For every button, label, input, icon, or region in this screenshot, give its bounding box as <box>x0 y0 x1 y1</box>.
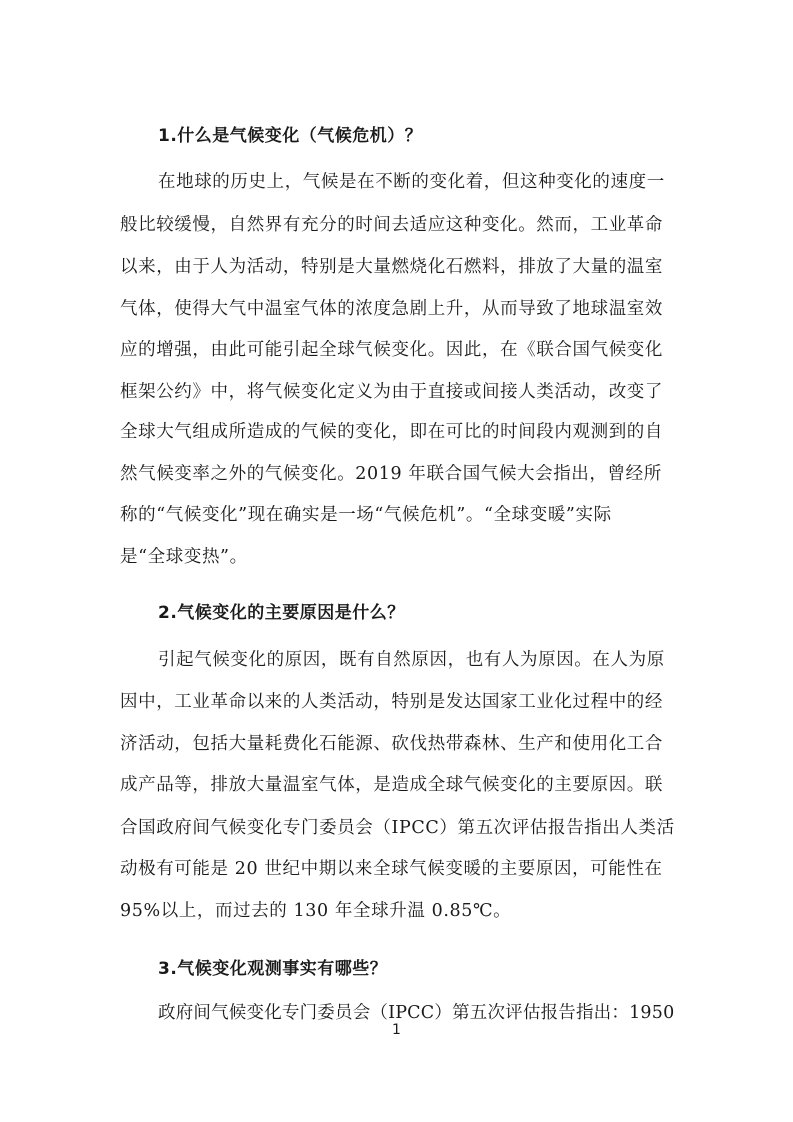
section-2-line-6: 动极有可能是 20 世纪中期以来全球气候变暖的主要原因，可能性在 <box>120 859 663 879</box>
section-1-line-4: 气体，使得大气中温室气体的浓度急剧上升，从而导致了地球温室效 <box>120 299 663 319</box>
section-2-line-7: 95%以上，而过去的 130 年全球升温 0.85℃。 <box>120 901 512 921</box>
page-number: 1 <box>392 1022 401 1038</box>
section-2-line-4: 成产品等，排放大量温室气体，是造成全球气候变化的主要原因。联 <box>120 775 663 795</box>
section-2-line-2: 因中，工业革命以来的人类活动，特别是发达国家工业化过程中的经 <box>120 692 663 712</box>
section-1-line-6: 框架公约》中，将气候变化定义为由于直接或间接人类活动，改变了 <box>120 382 663 402</box>
section-1-line-5: 应的增强，由此可能引起全球气候变化。因此，在《联合国气候变化 <box>120 340 663 360</box>
section-2-line-1: 引起气候变化的原因，既有自然原因，也有人为原因。在人为原 <box>158 650 665 670</box>
section-1-heading: 1.什么是气候变化（气候危机）？ <box>158 126 423 146</box>
section-1-line-7: 全球大气组成所造成的气候的变化，即在可比的时间段内观测到的自 <box>120 422 663 442</box>
section-2-line-5: 合国政府间气候变化专门委员会（IPCC）第五次评估报告指出人类活 <box>120 818 675 838</box>
section-3-heading: 3.气候变化观测事实有哪些？ <box>158 959 388 979</box>
section-1-line-10: 是“全球变热”。 <box>120 547 248 567</box>
section-1-line-1: 在地球的历史上，气候是在不断的变化着，但这种变化的速度一 <box>158 172 665 192</box>
section-2-heading: 2.气候变化的主要原因是什么？ <box>158 603 405 623</box>
section-2-line-3: 济活动，包括大量耗费化石能源、砍伐热带森林、生产和使用化工合 <box>120 734 663 754</box>
section-1-line-9: 称的“气候变化”现在确实是一场“气候危机”。“全球变暖”实际 <box>120 505 612 525</box>
section-1-line-2: 般比较缓慢，自然界有充分的时间去适应这种变化。然而，工业革命 <box>120 215 663 235</box>
section-1-line-3: 以来，由于人为活动，特别是大量燃烧化石燃料，排放了大量的温室 <box>120 257 663 277</box>
section-3-line-1: 政府间气候变化专门委员会（IPCC）第五次评估报告指出：1950 <box>158 1003 675 1023</box>
section-1-line-8: 然气候变率之外的气候变化。2019 年联合国气候大会指出，曾经所 <box>120 464 662 484</box>
